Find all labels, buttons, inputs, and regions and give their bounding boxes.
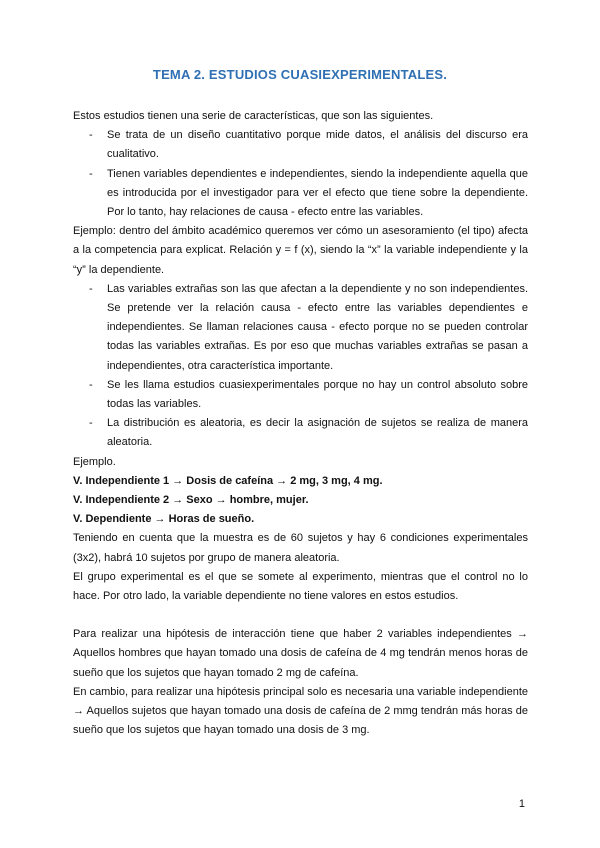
list-item [73,414,528,452]
intro-paragraph: Estos estudios tienen una serie de características, que son las siguientes. [73,110,434,122]
interaction-hypothesis-paragraph: Para realizar una hipótesis de interacción tiene que haber 2 variables independientes → Aquellos hombres que hayan tomado una dosis de cafeína de 4 mg tendrán menos horas de sueño que los sujetos que hayan tomado 2 mg de cafeína. [73,628,528,679]
page-number: 1 [518,798,525,810]
dash-bullet: - [89,417,93,430]
page-title: TEMA 2. ESTUDIOS CUASIEXPERIMENTALES. [152,67,448,82]
list-item [73,376,528,414]
example-paragraph: Ejemplo: dentro del ámbito académico queremos ver cómo un asesoramiento (el tipo) afecta a la competencia para explicat. Relación y = f (x), siendo la “x” la variable independiente y la “y” la dependiente. [73,225,528,276]
list-item-text: Se trata de un diseño cuantitativo porque mide datos, el análisis del discurso era cualitativo. [107,129,528,161]
list-item-text: La distribución es aleatoria, es decir la asignación de sujetos se realiza de manera aleatoria. [107,417,528,449]
list-item-text: Tienen variables dependientes e independientes, siendo la independiente aquella que es introducida por el investigador para ver el efecto que tiene sobre la dependiente. Por lo tanto, hay relaciones de causa - efecto entre las variables. [107,167,528,219]
list-item [73,280,528,376]
principal-hypothesis-paragraph: En cambio, para realizar una hipótesis principal solo es necesaria una variable independiente → Aquellos sujetos que hayan tomado una dosis de cafeína de 2 mmg tendrán más horas de sueño que los sujetos que hayan tomado una dosis de 3 mg. [73,685,528,737]
dependent-variable: V. Dependiente → Horas de sueño. [73,513,255,526]
dash-bullet: - [89,378,93,391]
list-item [73,126,528,164]
list-item-text: Se les llama estudios cuasiexperimentales porque no hay un control absoluto sobre todas las variables. [107,378,528,411]
dash-bullet: - [89,167,93,180]
example-label: Ejemplo. [73,455,116,468]
sample-paragraph: Teniendo en cuenta que la muestra es de 60 sujetos y hay 6 condiciones experimentales (3x2), habrá 10 sujetos por grupo de manera aleatoria. [73,532,528,564]
variables-list [73,280,528,453]
independent-variable-1: V. Independiente 1 → Dosis de cafeína → 2 mg, 3 mg, 4 mg. [73,474,383,487]
dash-bullet: - [89,282,93,295]
group-paragraph: El grupo experimental es el que se somete al experimento, mientras que el control no lo hace. Por otro lado, la variable dependiente no tiene valores en estos estudios. [73,570,528,603]
dash-bullet: - [89,129,93,142]
paragraph-gap [73,606,528,625]
list-item-text: Las variables extrañas son las que afectan a la dependiente y no son independientes. Se pretende ver la relación causa - efecto entre las variables dependientes e independientes. Se llaman relaciones causa - efecto porque no se pueden controlar todas las variables extrañas. Es por eso que muchas variables extrañas se pasan a independientes, otra característica importante. [107,282,528,372]
characteristics-list [73,126,528,222]
document-body [73,107,528,741]
list-item [73,165,528,223]
independent-variable-2: V. Independiente 2 → Sexo → hombre, mujer. [73,494,309,507]
